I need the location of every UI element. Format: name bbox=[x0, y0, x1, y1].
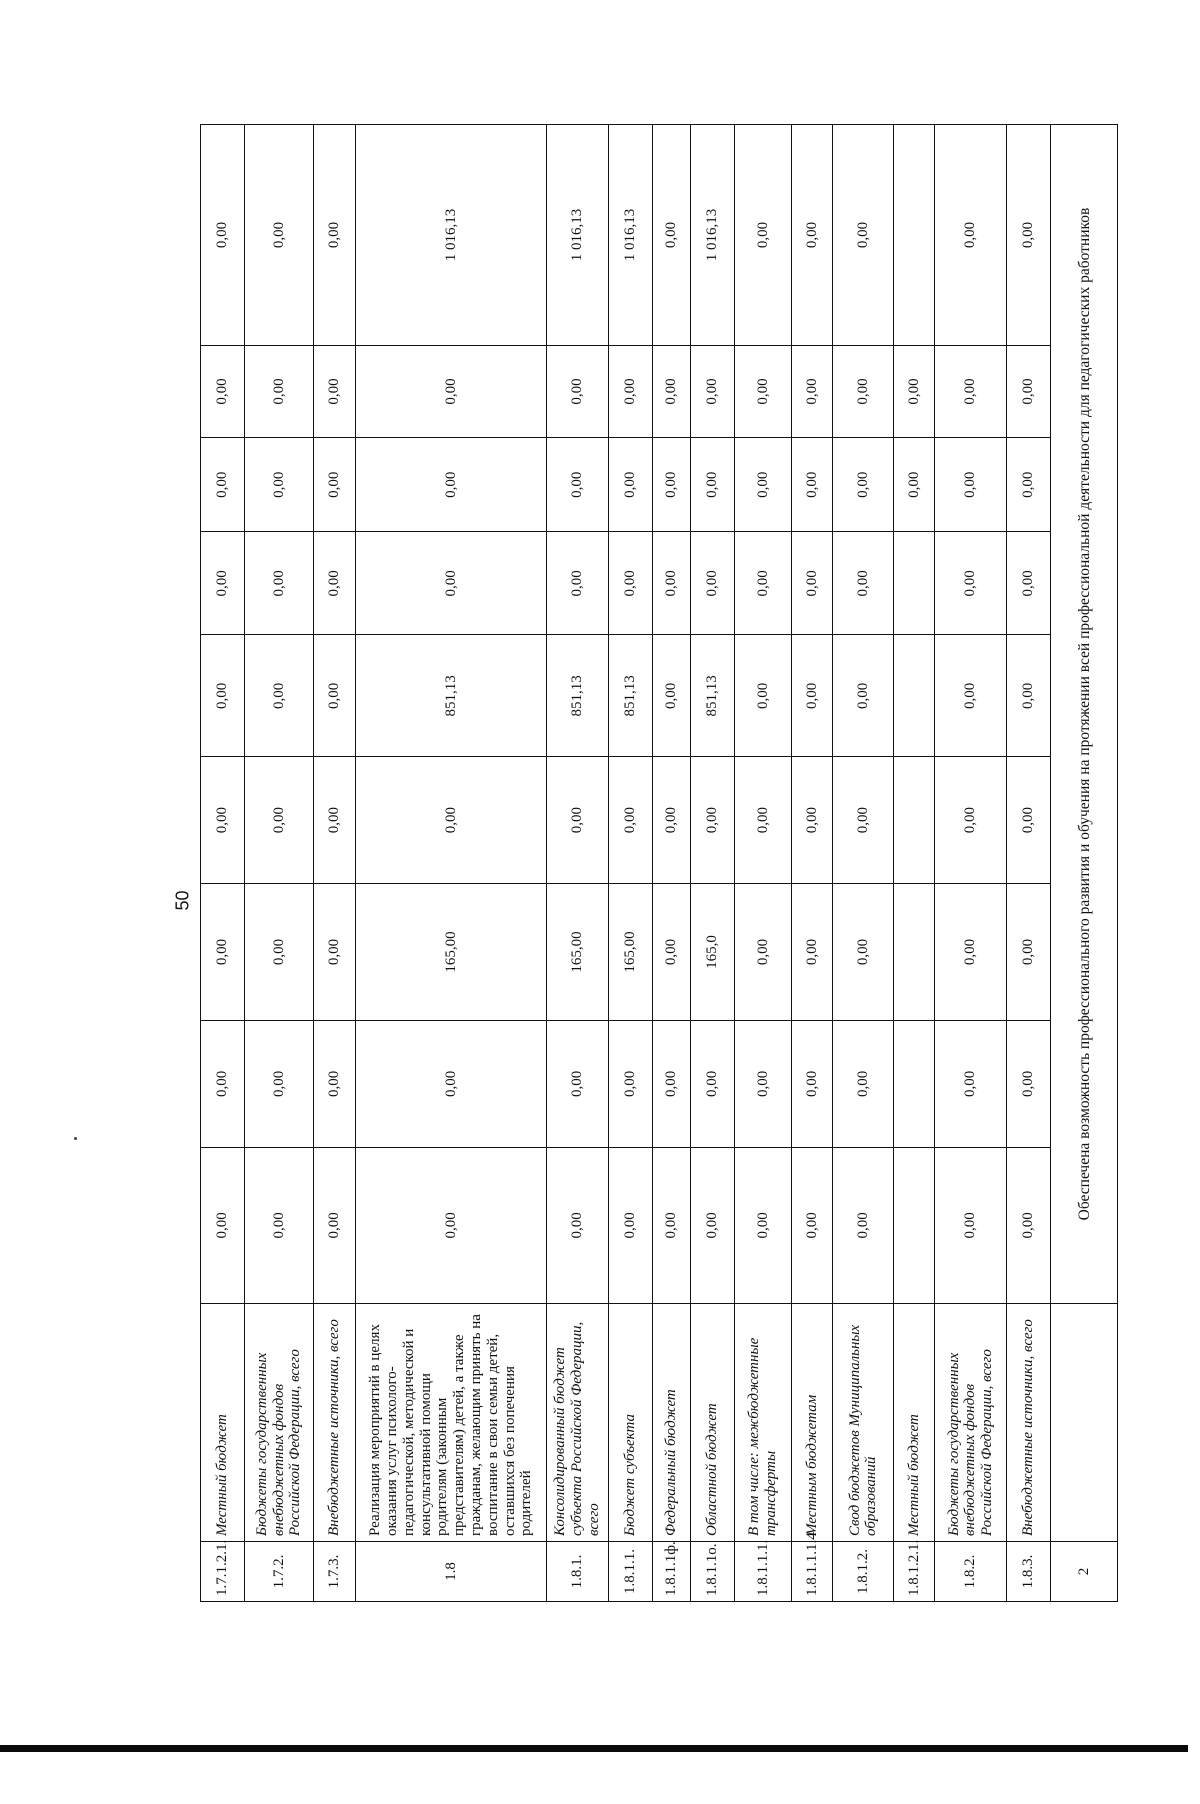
row-value: 0,00 bbox=[1007, 1147, 1051, 1303]
row-value: 0,00 bbox=[833, 532, 894, 635]
row-value: 0,00 bbox=[355, 438, 546, 532]
page-number: 50 bbox=[172, 890, 193, 911]
row-value: 0,00 bbox=[653, 757, 691, 883]
row-value: 0,00 bbox=[734, 345, 792, 437]
row-code: 1.8.1.1.1. bbox=[734, 1541, 792, 1601]
row-value: 851,13 bbox=[690, 635, 734, 757]
row-name: Местным бюджетам bbox=[792, 1304, 833, 1542]
row-value: 0,00 bbox=[894, 345, 935, 437]
row-value: 0,00 bbox=[833, 438, 894, 532]
row-value: 0,00 bbox=[245, 532, 314, 635]
row-value: 0,00 bbox=[792, 1021, 833, 1147]
row-value: 0,00 bbox=[1007, 883, 1051, 1020]
table-row bbox=[547, 125, 608, 1602]
row-value: 0,00 bbox=[792, 345, 833, 437]
row-value: 0,00 bbox=[1007, 532, 1051, 635]
row-value: 0,00 bbox=[313, 345, 355, 437]
row-value: 165,00 bbox=[608, 883, 652, 1020]
row-value: 165,0 bbox=[690, 883, 734, 1020]
row-value: 0,00 bbox=[734, 532, 792, 635]
table-row bbox=[653, 125, 691, 1602]
row-value: 0,00 bbox=[690, 1147, 734, 1303]
row-value bbox=[894, 635, 935, 757]
row-value: 0,00 bbox=[690, 1021, 734, 1147]
row-code: 1.8.3. bbox=[1007, 1541, 1051, 1601]
row-value: 0,00 bbox=[201, 532, 245, 635]
row-value: 0,00 bbox=[792, 125, 833, 346]
row-value: 851,13 bbox=[547, 635, 608, 757]
row-value: 0,00 bbox=[608, 532, 652, 635]
row-value: 1 016,13 bbox=[355, 125, 546, 346]
row-value: 0,00 bbox=[313, 1147, 355, 1303]
row-value: 0,00 bbox=[792, 1147, 833, 1303]
row-value: 0,00 bbox=[313, 757, 355, 883]
row-value: 0,00 bbox=[355, 1021, 546, 1147]
row-value: 0,00 bbox=[653, 1021, 691, 1147]
row-name: В том числе: межбюджетные трансферты bbox=[734, 1304, 792, 1542]
table-row bbox=[201, 125, 245, 1602]
table-row bbox=[1007, 125, 1051, 1602]
row-value: 0,00 bbox=[1007, 438, 1051, 532]
section-row bbox=[1051, 125, 1118, 1602]
table-body bbox=[201, 125, 1118, 1602]
row-value: 0,00 bbox=[833, 1021, 894, 1147]
table-row bbox=[792, 125, 833, 1602]
row-value: 0,00 bbox=[734, 635, 792, 757]
row-value: 0,00 bbox=[245, 1147, 314, 1303]
row-value: 0,00 bbox=[833, 635, 894, 757]
row-value: 851,13 bbox=[608, 635, 652, 757]
row-value: 0,00 bbox=[734, 438, 792, 532]
row-value: 0,00 bbox=[734, 1021, 792, 1147]
row-value: 0,00 bbox=[1007, 635, 1051, 757]
scan-speck bbox=[74, 1137, 77, 1140]
section-blank-cell bbox=[1051, 1304, 1118, 1542]
row-value: 1 016,13 bbox=[690, 125, 734, 346]
row-value: 0,00 bbox=[547, 757, 608, 883]
row-name: Местный бюджет bbox=[201, 1304, 245, 1542]
row-value: 0,00 bbox=[894, 438, 935, 532]
row-value: 0,00 bbox=[547, 438, 608, 532]
row-name: Бюджеты государственных внебюджетных фондов Российской Федерации, всего bbox=[935, 1304, 1007, 1542]
row-value: 0,00 bbox=[653, 532, 691, 635]
row-value: 0,00 bbox=[201, 883, 245, 1020]
row-name: Свод бюджетов Муниципальных образований bbox=[833, 1304, 894, 1542]
row-value: 0,00 bbox=[245, 438, 314, 532]
row-value: 0,00 bbox=[313, 125, 355, 346]
row-name: Областной бюджет bbox=[690, 1304, 734, 1542]
budget-table-rotated bbox=[200, 124, 1118, 1602]
row-value: 0,00 bbox=[690, 438, 734, 532]
row-value: 0,00 bbox=[313, 438, 355, 532]
row-value: 0,00 bbox=[313, 883, 355, 1020]
row-code: 1.8 bbox=[355, 1541, 546, 1601]
row-value: 0,00 bbox=[201, 125, 245, 346]
row-value: 0,00 bbox=[690, 532, 734, 635]
table-row bbox=[833, 125, 894, 1602]
row-code: 1.8.1.1ф. bbox=[653, 1541, 691, 1601]
row-value bbox=[894, 532, 935, 635]
row-value: 0,00 bbox=[792, 883, 833, 1020]
row-name: Внебюджетные источники, всего bbox=[1007, 1304, 1051, 1542]
row-value: 0,00 bbox=[833, 883, 894, 1020]
table-row bbox=[935, 125, 1007, 1602]
row-code: 1.8.2. bbox=[935, 1541, 1007, 1601]
row-name: Бюджеты государственных внебюджетных фондов Российской Федерации, всего bbox=[245, 1304, 314, 1542]
row-value: 0,00 bbox=[245, 635, 314, 757]
bottom-rule bbox=[0, 1745, 1188, 1752]
row-value: 0,00 bbox=[833, 1147, 894, 1303]
row-value: 0,00 bbox=[653, 125, 691, 346]
row-value: 0,00 bbox=[313, 532, 355, 635]
row-name: Местный бюджет bbox=[894, 1304, 935, 1542]
row-value: 0,00 bbox=[547, 1021, 608, 1147]
row-value: 0,00 bbox=[1007, 757, 1051, 883]
row-code: 1.8.1. bbox=[547, 1541, 608, 1601]
row-value: 0,00 bbox=[608, 438, 652, 532]
section-code: 2 bbox=[1051, 1541, 1118, 1601]
row-code: 1.8.1.1.1.4 bbox=[792, 1541, 833, 1601]
table-row bbox=[734, 125, 792, 1602]
table-row bbox=[608, 125, 652, 1602]
row-name: Внебюджетные источники, всего bbox=[313, 1304, 355, 1542]
row-value: 0,00 bbox=[935, 345, 1007, 437]
row-value: 0,00 bbox=[935, 1147, 1007, 1303]
row-value: 0,00 bbox=[201, 1021, 245, 1147]
row-value: 0,00 bbox=[245, 345, 314, 437]
row-value: 0,00 bbox=[355, 345, 546, 437]
row-value: 0,00 bbox=[245, 883, 314, 1020]
row-value: 0,00 bbox=[734, 1147, 792, 1303]
row-value: 0,00 bbox=[1007, 1021, 1051, 1147]
row-value: 0,00 bbox=[833, 757, 894, 883]
row-value: 0,00 bbox=[547, 532, 608, 635]
row-value: 0,00 bbox=[547, 345, 608, 437]
row-value: 851,13 bbox=[355, 635, 546, 757]
row-value: 1 016,13 bbox=[608, 125, 652, 346]
row-code: 1.8.1.1. bbox=[608, 1541, 652, 1601]
row-value: 0,00 bbox=[734, 757, 792, 883]
row-value: 0,00 bbox=[355, 532, 546, 635]
row-value: 0,00 bbox=[690, 757, 734, 883]
row-value: 165,00 bbox=[355, 883, 546, 1020]
row-value: 0,00 bbox=[792, 635, 833, 757]
section-heading: Обеспечена возможность профессионального развития и обучения на протяжении всей профессиональной деятельности для педагогических работников bbox=[1051, 125, 1118, 1304]
row-value: 0,00 bbox=[313, 1021, 355, 1147]
table-row bbox=[894, 125, 935, 1602]
row-value: 0,00 bbox=[935, 532, 1007, 635]
row-code: 1.7.1.2.1. bbox=[201, 1541, 245, 1601]
row-value: 0,00 bbox=[734, 883, 792, 1020]
row-value: 0,00 bbox=[792, 532, 833, 635]
row-value: 0,00 bbox=[201, 438, 245, 532]
row-value: 0,00 bbox=[935, 635, 1007, 757]
table-row bbox=[245, 125, 314, 1602]
row-value: 0,00 bbox=[653, 1147, 691, 1303]
row-value: 0,00 bbox=[245, 125, 314, 346]
row-value bbox=[894, 125, 935, 346]
row-value: 0,00 bbox=[1007, 125, 1051, 346]
row-value: 0,00 bbox=[653, 345, 691, 437]
row-code: 1.8.1.2.1. bbox=[894, 1541, 935, 1601]
row-value: 165,00 bbox=[547, 883, 608, 1020]
row-code: 1.8.1.2. bbox=[833, 1541, 894, 1601]
row-value: 0,00 bbox=[201, 635, 245, 757]
row-code: 1.8.1.1о. bbox=[690, 1541, 734, 1601]
row-value: 0,00 bbox=[547, 1147, 608, 1303]
table-row bbox=[355, 125, 546, 1602]
row-value: 0,00 bbox=[608, 1021, 652, 1147]
row-value: 0,00 bbox=[935, 438, 1007, 532]
row-value: 0,00 bbox=[201, 1147, 245, 1303]
row-value: 0,00 bbox=[201, 757, 245, 883]
row-value: 1 016,13 bbox=[547, 125, 608, 346]
row-name: Консолидированный бюджет субъекта Российской Федерации, всего bbox=[547, 1304, 608, 1542]
row-value: 0,00 bbox=[833, 125, 894, 346]
row-value bbox=[894, 757, 935, 883]
row-value: 0,00 bbox=[608, 1147, 652, 1303]
row-value: 0,00 bbox=[355, 757, 546, 883]
row-value: 0,00 bbox=[1007, 345, 1051, 437]
row-value: 0,00 bbox=[201, 345, 245, 437]
row-value: 0,00 bbox=[935, 883, 1007, 1020]
row-value bbox=[894, 1021, 935, 1147]
row-value: 0,00 bbox=[653, 883, 691, 1020]
row-value: 0,00 bbox=[245, 757, 314, 883]
row-value: 0,00 bbox=[355, 1147, 546, 1303]
row-value bbox=[894, 883, 935, 1020]
row-name: Реализация мероприятий в целях оказания услуг психолого-педагогической, методической и консультативной помощи родителям (законным представителям) детей, а также гражданам, желающим принять на воспитание в свои семьи детей, оставшихся без попечения родителей bbox=[355, 1304, 546, 1542]
row-value: 0,00 bbox=[245, 1021, 314, 1147]
row-value: 0,00 bbox=[734, 125, 792, 346]
row-value: 0,00 bbox=[833, 345, 894, 437]
row-code: 1.7.3. bbox=[313, 1541, 355, 1601]
row-value bbox=[894, 1147, 935, 1303]
row-value: 0,00 bbox=[653, 438, 691, 532]
row-name: Бюджет субъекта bbox=[608, 1304, 652, 1542]
row-code: 1.7.2. bbox=[245, 1541, 314, 1601]
row-value: 0,00 bbox=[935, 1021, 1007, 1147]
row-value: 0,00 bbox=[792, 438, 833, 532]
row-value: 0,00 bbox=[608, 345, 652, 437]
row-value: 0,00 bbox=[792, 757, 833, 883]
row-value: 0,00 bbox=[935, 757, 1007, 883]
row-value: 0,00 bbox=[313, 635, 355, 757]
budget-table bbox=[200, 124, 1118, 1602]
row-name: Федеральный бюджет bbox=[653, 1304, 691, 1542]
row-value: 0,00 bbox=[608, 757, 652, 883]
row-value: 0,00 bbox=[690, 345, 734, 437]
row-value: 0,00 bbox=[935, 125, 1007, 346]
table-row bbox=[690, 125, 734, 1602]
row-value: 0,00 bbox=[653, 635, 691, 757]
table-row bbox=[313, 125, 355, 1602]
